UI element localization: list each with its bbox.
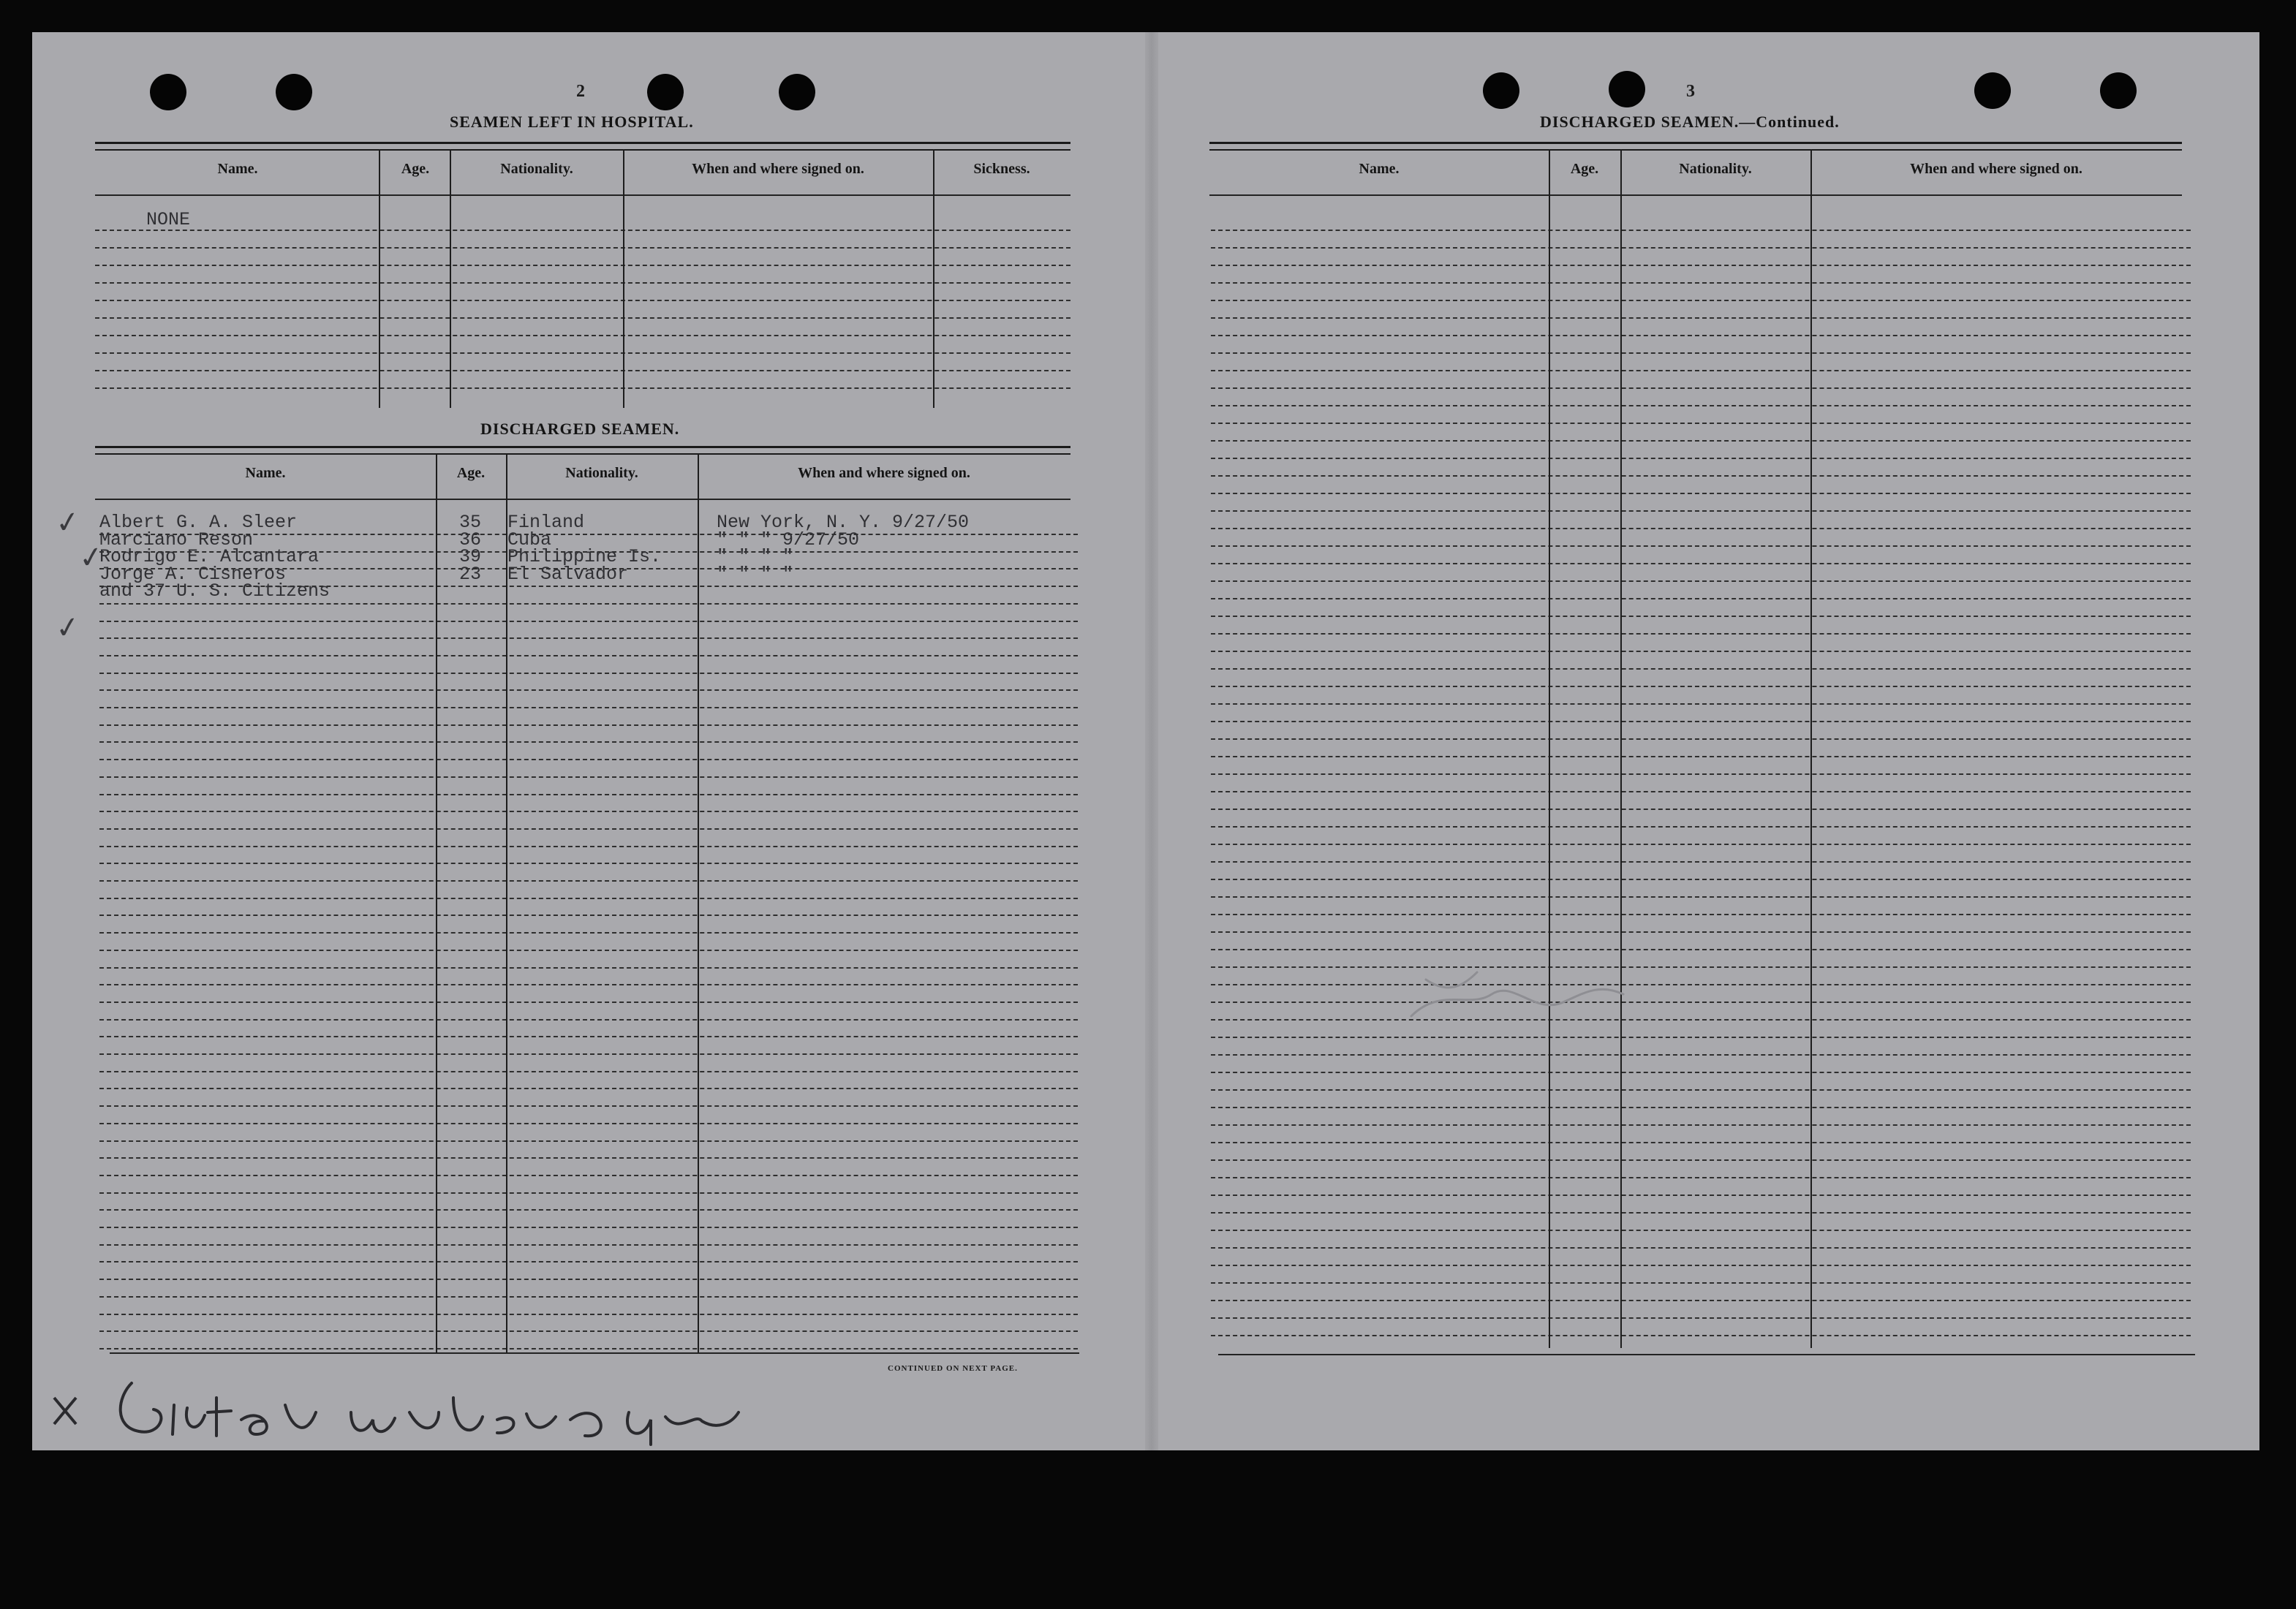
column-header-age: Age. xyxy=(456,465,486,481)
column-divider xyxy=(698,453,699,1352)
ruled-line xyxy=(99,1261,1078,1262)
page-fold xyxy=(1145,32,1158,1450)
ruled-line xyxy=(99,1314,1078,1315)
punch-hole xyxy=(647,74,684,110)
hospital-section-title: SEAMEN LEFT IN HOSPITAL. xyxy=(450,113,694,131)
ruled-line xyxy=(99,1348,1078,1349)
ruled-line xyxy=(1211,475,2191,477)
ruled-line xyxy=(1211,826,2191,828)
ruled-line xyxy=(1211,896,2191,898)
check-mark: ✓ xyxy=(53,504,83,542)
ruled-line xyxy=(1211,686,2191,687)
handwritten-note xyxy=(44,1368,746,1449)
punch-hole xyxy=(779,74,815,110)
ruled-line xyxy=(99,621,1078,622)
column-header-name: Name. xyxy=(245,465,286,481)
header-rule xyxy=(1209,194,2182,196)
ruled-line xyxy=(1211,580,2191,582)
header-rule xyxy=(95,194,1070,196)
ruled-line xyxy=(1211,773,2191,775)
ruled-line xyxy=(99,707,1078,708)
ruled-line xyxy=(1211,1230,2191,1231)
ruled-line xyxy=(1211,1212,2191,1214)
ruled-line xyxy=(99,846,1078,847)
ruled-line xyxy=(1211,335,2191,336)
column-divider xyxy=(450,149,451,408)
ruled-line xyxy=(99,655,1078,656)
ruled-line xyxy=(99,1002,1078,1003)
ruled-line xyxy=(1211,545,2191,547)
ruled-line xyxy=(1211,300,2191,301)
ruled-line xyxy=(1211,844,2191,845)
page-number: 2 xyxy=(576,82,585,101)
ruled-line xyxy=(1211,352,2191,354)
ruled-line xyxy=(1211,1054,2191,1056)
column-header-age: Age. xyxy=(401,161,430,177)
column-header-signed-on: When and where signed on. xyxy=(692,161,864,177)
ruled-line xyxy=(1211,984,2191,985)
ruled-line xyxy=(1211,1317,2191,1319)
ruled-line xyxy=(95,387,1070,389)
seaman-signed-on: New York, N. Y. 9/27/50 xyxy=(717,512,970,533)
ruled-line xyxy=(99,1053,1078,1055)
ruled-line xyxy=(1211,493,2191,494)
ruled-line xyxy=(99,967,1078,969)
ruled-line xyxy=(95,370,1070,371)
punch-hole xyxy=(1483,72,1519,109)
ruled-line xyxy=(99,1105,1078,1107)
seaman-name: and 37 U. S. Citizens xyxy=(99,580,331,602)
column-header-nationality: Nationality. xyxy=(565,465,638,481)
ruled-line xyxy=(1211,914,2191,915)
header-rule xyxy=(95,499,1070,500)
ruled-line xyxy=(1211,247,2191,249)
seaman-nationality: Cuba xyxy=(507,529,552,550)
ruled-line xyxy=(1211,879,2191,880)
ruled-line xyxy=(99,950,1078,951)
column-header-sickness: Sickness. xyxy=(973,161,1030,177)
ruled-line xyxy=(99,898,1078,899)
ruled-line xyxy=(99,794,1078,795)
check-mark: ✓ xyxy=(53,609,83,647)
ruled-line xyxy=(99,1157,1078,1159)
ruled-line xyxy=(1211,738,2191,740)
seaman-name: Jorge A. Cisneros xyxy=(99,563,287,585)
ruled-line xyxy=(99,915,1078,916)
ruled-line xyxy=(1211,598,2191,599)
punch-hole xyxy=(276,74,312,110)
ruled-line xyxy=(1211,423,2191,424)
ruled-line xyxy=(1211,458,2191,459)
ruled-line xyxy=(99,776,1078,778)
ruled-line xyxy=(1211,1019,2191,1021)
ruled-line xyxy=(1211,1107,2191,1108)
ruled-line xyxy=(99,1244,1078,1246)
ruled-line xyxy=(99,1071,1078,1072)
ruled-line xyxy=(1211,1072,2191,1073)
ruled-line xyxy=(99,1140,1078,1142)
ruled-line xyxy=(95,230,1070,231)
ruled-line xyxy=(1211,949,2191,950)
column-divider xyxy=(1549,149,1550,1348)
ruled-line xyxy=(99,932,1078,934)
ruled-line xyxy=(1211,1247,2191,1249)
column-header-nationality: Nationality. xyxy=(1679,161,1752,177)
seaman-name: Rodrigo E. Alcantara xyxy=(99,546,320,567)
ruled-line xyxy=(1211,668,2191,670)
ruled-line xyxy=(99,1019,1078,1021)
ruled-line xyxy=(1211,510,2191,512)
ruled-line xyxy=(1211,370,2191,371)
seaman-nationality: Philippine Is. xyxy=(507,546,662,567)
ruled-line xyxy=(1211,616,2191,617)
seaman-nationality: El Salvador xyxy=(507,563,629,585)
column-divider xyxy=(506,453,507,1352)
ruled-line xyxy=(1211,791,2191,792)
seaman-signed-on: " " " 9/27/50 xyxy=(717,529,860,550)
punch-hole xyxy=(150,74,186,110)
ruled-line xyxy=(99,1330,1078,1332)
faint-signature-bleedthrough xyxy=(1382,950,1674,1038)
column-divider xyxy=(623,149,624,408)
ruled-line xyxy=(1211,440,2191,442)
ruled-line xyxy=(1211,405,2191,406)
seaman-signed-on: " " " " xyxy=(717,546,794,567)
ruled-line xyxy=(1211,265,2191,266)
ruled-line xyxy=(99,759,1078,760)
seaman-name: Albert G. A. Sleer xyxy=(99,512,298,533)
hospital-none-entry: NONE xyxy=(146,209,191,230)
ruled-line xyxy=(95,282,1070,284)
ruled-line xyxy=(99,1209,1078,1211)
seaman-age: 23 xyxy=(459,563,482,585)
ruled-line xyxy=(1211,1142,2191,1143)
ruled-line xyxy=(1211,931,2191,933)
table-bottom-rule xyxy=(1218,1354,2195,1355)
ruled-line xyxy=(99,673,1078,674)
ruled-line xyxy=(99,984,1078,985)
ruled-line xyxy=(1211,1265,2191,1266)
ruled-line xyxy=(95,300,1070,301)
ruled-line xyxy=(99,637,1078,639)
ruled-line xyxy=(99,1192,1078,1194)
ruled-line xyxy=(99,863,1078,864)
seaman-age: 36 xyxy=(459,529,482,550)
column-divider xyxy=(933,149,934,408)
column-divider xyxy=(1620,149,1622,1348)
page-number: 3 xyxy=(1686,82,1695,101)
ruled-line xyxy=(1211,861,2191,863)
table-bottom-rule xyxy=(110,1352,1079,1354)
ruled-line xyxy=(1211,703,2191,705)
ruled-line xyxy=(99,1123,1078,1124)
ruled-line xyxy=(1211,317,2191,319)
column-divider xyxy=(436,453,437,1352)
check-mark: ✓ xyxy=(76,539,106,577)
ruled-line xyxy=(99,811,1078,812)
ruled-line xyxy=(1211,528,2191,529)
column-header-nationality: Nationality. xyxy=(500,161,573,177)
punch-hole xyxy=(1609,71,1645,107)
ruled-line xyxy=(1211,230,2191,231)
ruled-line xyxy=(1211,563,2191,564)
ruled-line xyxy=(1211,1124,2191,1126)
discharged-section-title: DISCHARGED SEAMEN. xyxy=(480,420,680,438)
column-header-age: Age. xyxy=(1570,161,1599,177)
column-header-signed-on: When and where signed on. xyxy=(1910,161,2082,177)
seaman-age: 35 xyxy=(459,512,482,533)
ruled-line xyxy=(95,247,1070,249)
ruled-line xyxy=(1211,809,2191,810)
ruled-line xyxy=(1211,1177,2191,1178)
ruled-line xyxy=(1211,966,2191,968)
ruled-line xyxy=(1211,1335,2191,1336)
ruled-line xyxy=(1211,1002,2191,1003)
table-top-rule xyxy=(1209,142,2182,151)
ruled-line xyxy=(95,352,1070,354)
ruled-line xyxy=(99,880,1078,882)
ruled-line xyxy=(99,1175,1078,1176)
seaman-nationality: Finland xyxy=(507,512,585,533)
column-header-name: Name. xyxy=(1359,161,1400,177)
ruled-line xyxy=(99,741,1078,743)
continued-note: CONTINUED ON NEXT PAGE. xyxy=(888,1364,1018,1373)
ruled-line xyxy=(99,1296,1078,1298)
ruled-line xyxy=(99,689,1078,691)
ruled-line xyxy=(1211,1195,2191,1196)
column-header-signed-on: When and where signed on. xyxy=(798,465,970,481)
column-divider xyxy=(1810,149,1812,1348)
seaman-signed-on: " " " " xyxy=(717,563,794,585)
ruled-line xyxy=(95,317,1070,319)
ruled-line xyxy=(99,1088,1078,1089)
punch-hole xyxy=(2100,72,2137,109)
table-top-rule xyxy=(95,446,1070,455)
ruled-line xyxy=(95,265,1070,266)
ruled-line xyxy=(1211,633,2191,635)
ruled-line xyxy=(99,603,1078,605)
ruled-line xyxy=(99,828,1078,830)
ruled-line xyxy=(1211,1282,2191,1284)
column-header-name: Name. xyxy=(217,161,258,177)
column-divider xyxy=(379,149,380,408)
seaman-age: 39 xyxy=(459,546,482,567)
ruled-line xyxy=(99,724,1078,726)
ruled-line xyxy=(1211,1089,2191,1091)
ruled-line xyxy=(99,1227,1078,1228)
ruled-line xyxy=(1211,1300,2191,1301)
ruled-line xyxy=(1211,651,2191,652)
seaman-name: Marciano Reson xyxy=(99,529,254,550)
discharged-continued-title: DISCHARGED SEAMEN.—Continued. xyxy=(1540,113,1840,131)
ruled-line xyxy=(1211,1159,2191,1161)
ruled-line xyxy=(1211,756,2191,757)
ruled-line xyxy=(1211,1037,2191,1038)
ruled-line xyxy=(95,335,1070,336)
ruled-line xyxy=(1211,387,2191,389)
ruled-line xyxy=(1211,721,2191,722)
ruled-line xyxy=(99,1036,1078,1037)
punch-hole xyxy=(1974,72,2011,109)
table-top-rule xyxy=(95,142,1070,151)
ruled-line xyxy=(99,1279,1078,1280)
ruled-line xyxy=(1211,282,2191,284)
